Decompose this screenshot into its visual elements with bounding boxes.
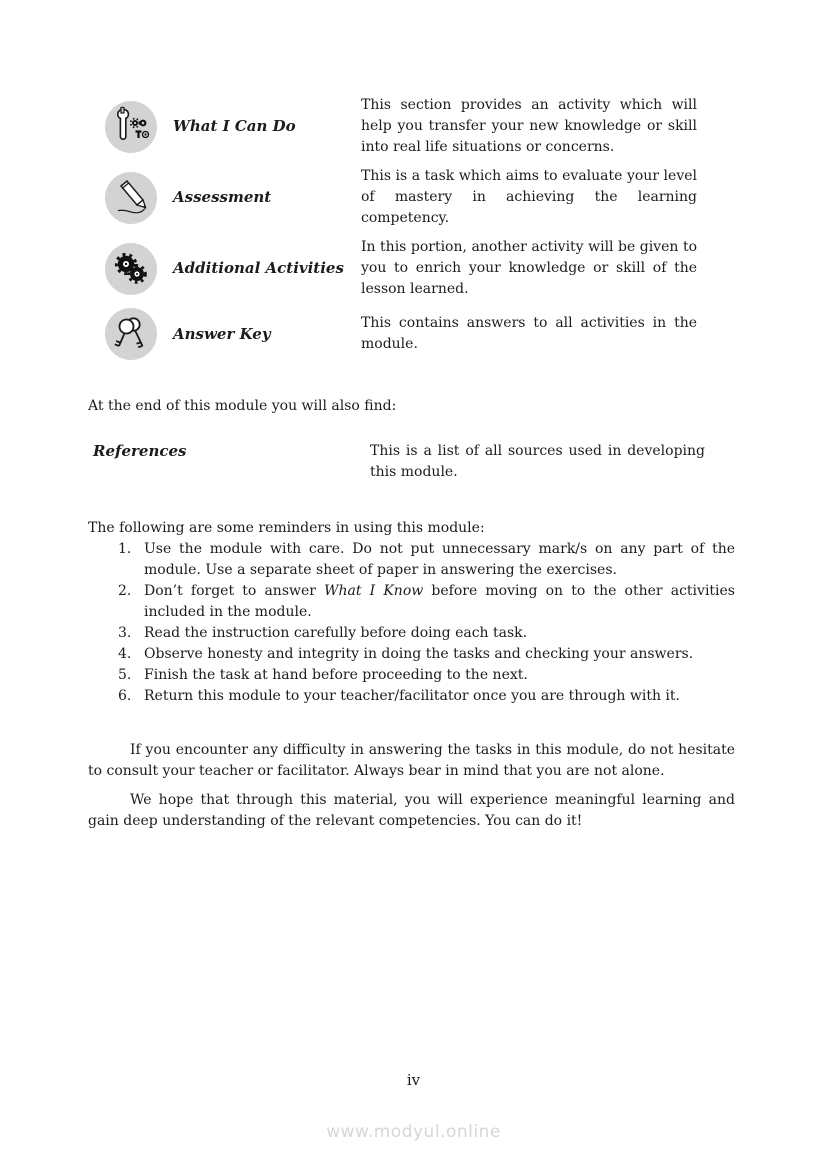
closing-paragraphs: [88, 740, 735, 840]
references-row: [93, 441, 705, 483]
end-note: At the end of this module you will also find:: [88, 398, 397, 414]
reminders-intro: The following are some reminders in using this module:: [88, 520, 485, 536]
guide-description: In this portion, another activity will be given to you to enrich your knowledge or skill of the lesson learned.: [361, 239, 697, 297]
reminders-section: [88, 518, 735, 707]
closing-paragraph: If you encounter any difficulty in answering the tasks in this module, do not hesitate to consult your teacher or facilitator. Always bear in mind that you are not alone.: [88, 742, 735, 779]
list-item-number: 2.: [118, 583, 132, 599]
guide-description: This section provides an activity which will help you transfer your new knowledge or skill into real life situations or concerns.: [361, 97, 697, 155]
guide-label: Additional Activities: [173, 259, 344, 277]
list-item: [88, 539, 735, 581]
list-item-text-before: Don’t forget to answer: [144, 583, 325, 599]
guide-label: Answer Key: [173, 324, 271, 343]
page-number: iv: [406, 1071, 421, 1089]
list-item-number: 1.: [118, 541, 132, 557]
list-item-text: [144, 581, 735, 623]
guide-row-additional-activities: [105, 237, 715, 300]
list-item-text: Read the instruction carefully before doing each task.: [144, 625, 528, 641]
section-guide-table: [105, 95, 715, 368]
list-item: [88, 623, 735, 644]
guide-row-what-i-can-do: [105, 95, 715, 158]
gears-icon: [105, 243, 157, 295]
keys-icon: [105, 308, 157, 360]
guide-label: Assessment: [173, 188, 272, 206]
list-item-number: 6.: [118, 688, 132, 704]
list-item: [88, 581, 735, 623]
guide-row-assessment: [105, 166, 715, 229]
list-item-number: 5.: [118, 667, 132, 683]
pencil-icon: [105, 172, 157, 224]
guide-description: This contains answers to all activities in the module.: [361, 315, 697, 352]
list-item-text: Observe honesty and integrity in doing the tasks and checking your answers.: [144, 646, 694, 662]
guide-label: What I Can Do: [173, 117, 296, 135]
list-item: [88, 644, 735, 665]
list-item-number: 3.: [118, 625, 132, 641]
list-item-text-italic: What I Know: [324, 583, 424, 599]
references-description: This is a list of all sources used in developing this module.: [370, 443, 705, 480]
list-item-text: Finish the task at hand before proceeding to the next.: [144, 667, 528, 683]
references-label: References: [93, 442, 187, 460]
list-item-text: Return this module to your teacher/facilitator once you are through with it.: [144, 688, 680, 704]
watermark: www.modyul.online: [326, 1122, 501, 1142]
list-item-number: 4.: [118, 646, 132, 662]
wrench-tools-icon: [105, 101, 157, 153]
list-item: [88, 665, 735, 686]
list-item-text: Use the module with care. Do not put unnecessary mark/s on any part of the module. Use a separate sheet of paper in answering the exercises.: [144, 541, 735, 578]
list-item-text-after: before moving on to the other activities included in the module.: [144, 583, 735, 620]
guide-description: This is a task which aims to evaluate your level of mastery in achieving the learning competency.: [361, 168, 697, 226]
closing-paragraph: We hope that through this material, you will experience meaningful learning and gain deep understanding of the relevant competencies. You can do it!: [88, 792, 735, 829]
guide-row-answer-key: [105, 308, 715, 360]
list-item: [88, 686, 735, 707]
